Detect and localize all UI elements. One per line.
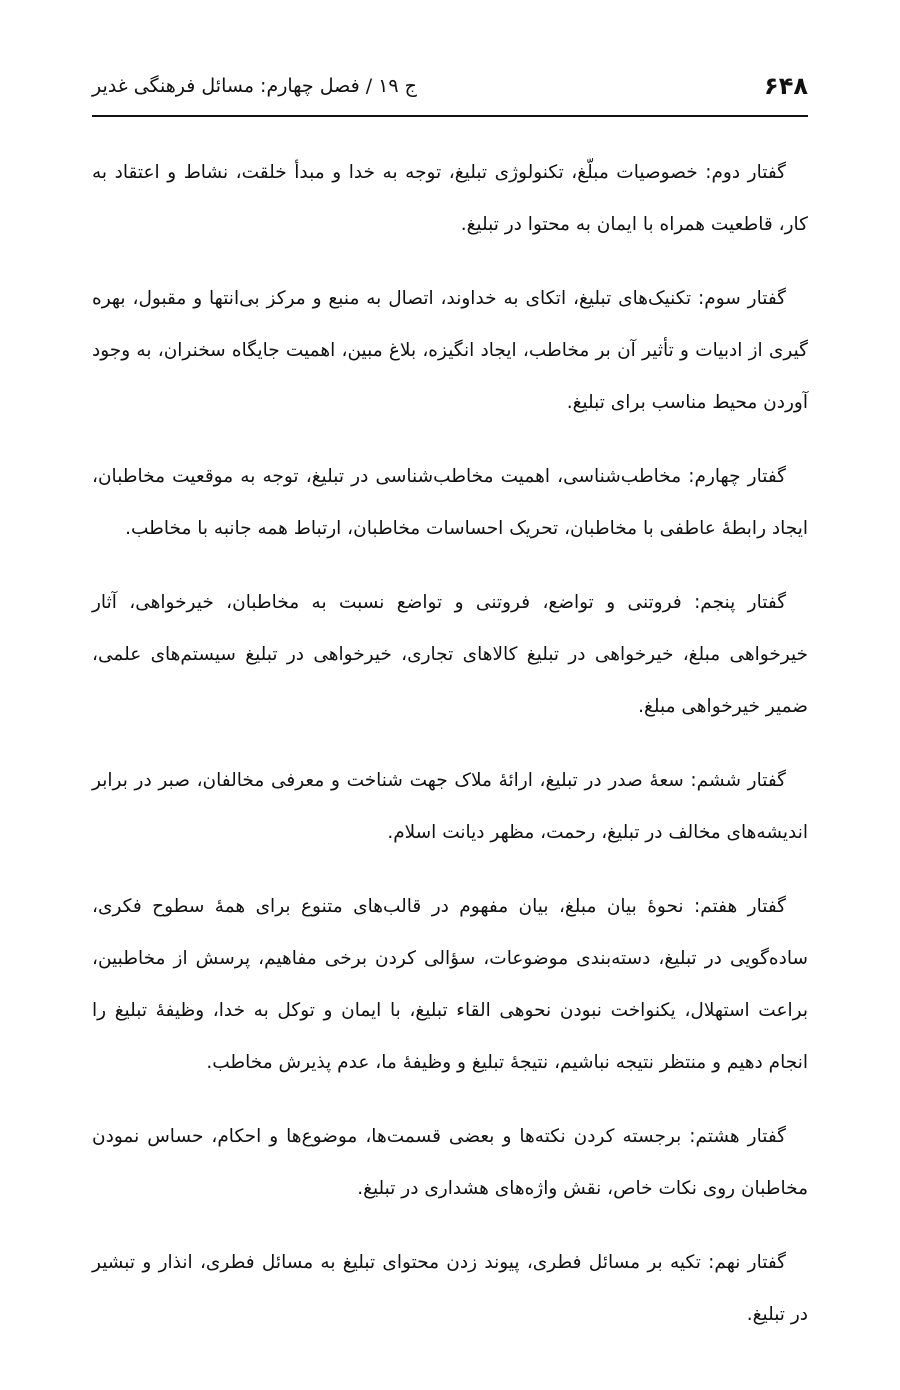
running-head: ج ۱۹ / فصل چهارم: مسائل فرهنگی غدیر xyxy=(92,75,417,97)
book-page xyxy=(92,60,808,1363)
paragraph-chapter-9: گفتار نهم: تکیه بر مسائل فطری، پیوند زدن محتوای تبلیغ به مسائل فطری، انذار و تبشیر در تبلیغ. xyxy=(92,1252,808,1325)
paragraph-chapter-8: گفتار هشتم: برجسته کردن نکته‌ها و بعضی قسمت‌ها، موضوع‌ها و احکام، حساس نمودن مخاطبان روی نکات خاص، نقش واژه‌های هشداری در تبلیغ. xyxy=(92,1126,808,1199)
page-header xyxy=(92,60,808,117)
paragraph-chapter-5: گفتار پنجم: فروتنی و تواضع، فروتنی و تواضع نسبت به مخاطبان، خیرخواهی، آثار خیرخواهی مبلغ، خیرخواهی در تبلیغ کالاهای تجاری، خیرخواهی در تبلیغ سیستم‌های علمی، ضمیر خیرخواهی مبلغ. xyxy=(92,592,808,717)
paragraph-chapter-6: گفتار ششم: سعهٔ صدر در تبلیغ، ارائهٔ ملاک جهت شناخت و معرفی مخالفان، صبر در برابر اندیشه‌های مخالف در تبلیغ، رحمت، مظهر دیانت اسلام. xyxy=(92,770,808,843)
page-number: ۶۴۸ xyxy=(764,72,808,100)
paragraph-chapter-3: گفتار سوم: تکنیک‌های تبلیغ، اتکای به خداوند، اتصال به منبع و مرکز بی‌انتها و مقبول، بهره گیری از ادبیات و تأثیر آن بر مخاطب، ایجاد انگیزه، بلاغ مبین، اهمیت جایگاه سخنران، به وجود آوردن محیط مناسب برای تبلیغ. xyxy=(92,288,808,413)
paragraph-chapter-7: گفتار هفتم: نحوهٔ بیان مبلغ، بیان مفهوم در قالب‌های متنوع برای همهٔ سطوح فکری، ساده‌گویی در تبلیغ، دسته‌بندی موضوعات، سؤالی کردن برخی مفاهیم، پرسش از مخاطبین، براعت استهلال، یکنواخت نبودن نحوهی القاء تبلیغ، با ایمان و توکل به خدا، وظیفهٔ تبلیغ را انجام دهیم و منتظر نتیجه نباشیم، نتیجهٔ تبلیغ و وظیفهٔ ما، عدم پذیرش مخاطب. xyxy=(92,896,808,1073)
paragraph-chapter-4: گفتار چهارم: مخاطب‌شناسی، اهمیت مخاطب‌شناسی در تبلیغ، توجه به موقعیت مخاطبان، ایجاد رابطهٔ عاطفی با مخاطبان، تحریک احساسات مخاطبان، ارتباط همه جانبه با مخاطب. xyxy=(92,466,808,539)
page-body xyxy=(92,147,808,1341)
paragraph-chapter-2: گفتار دوم: خصوصیات مبلّغ، تکنولوژی تبلیغ، توجه به خدا و مبدأ خلقت، نشاط و اعتقاد به کار، قاطعیت همراه با ایمان به محتوا در تبلیغ. xyxy=(92,162,808,235)
